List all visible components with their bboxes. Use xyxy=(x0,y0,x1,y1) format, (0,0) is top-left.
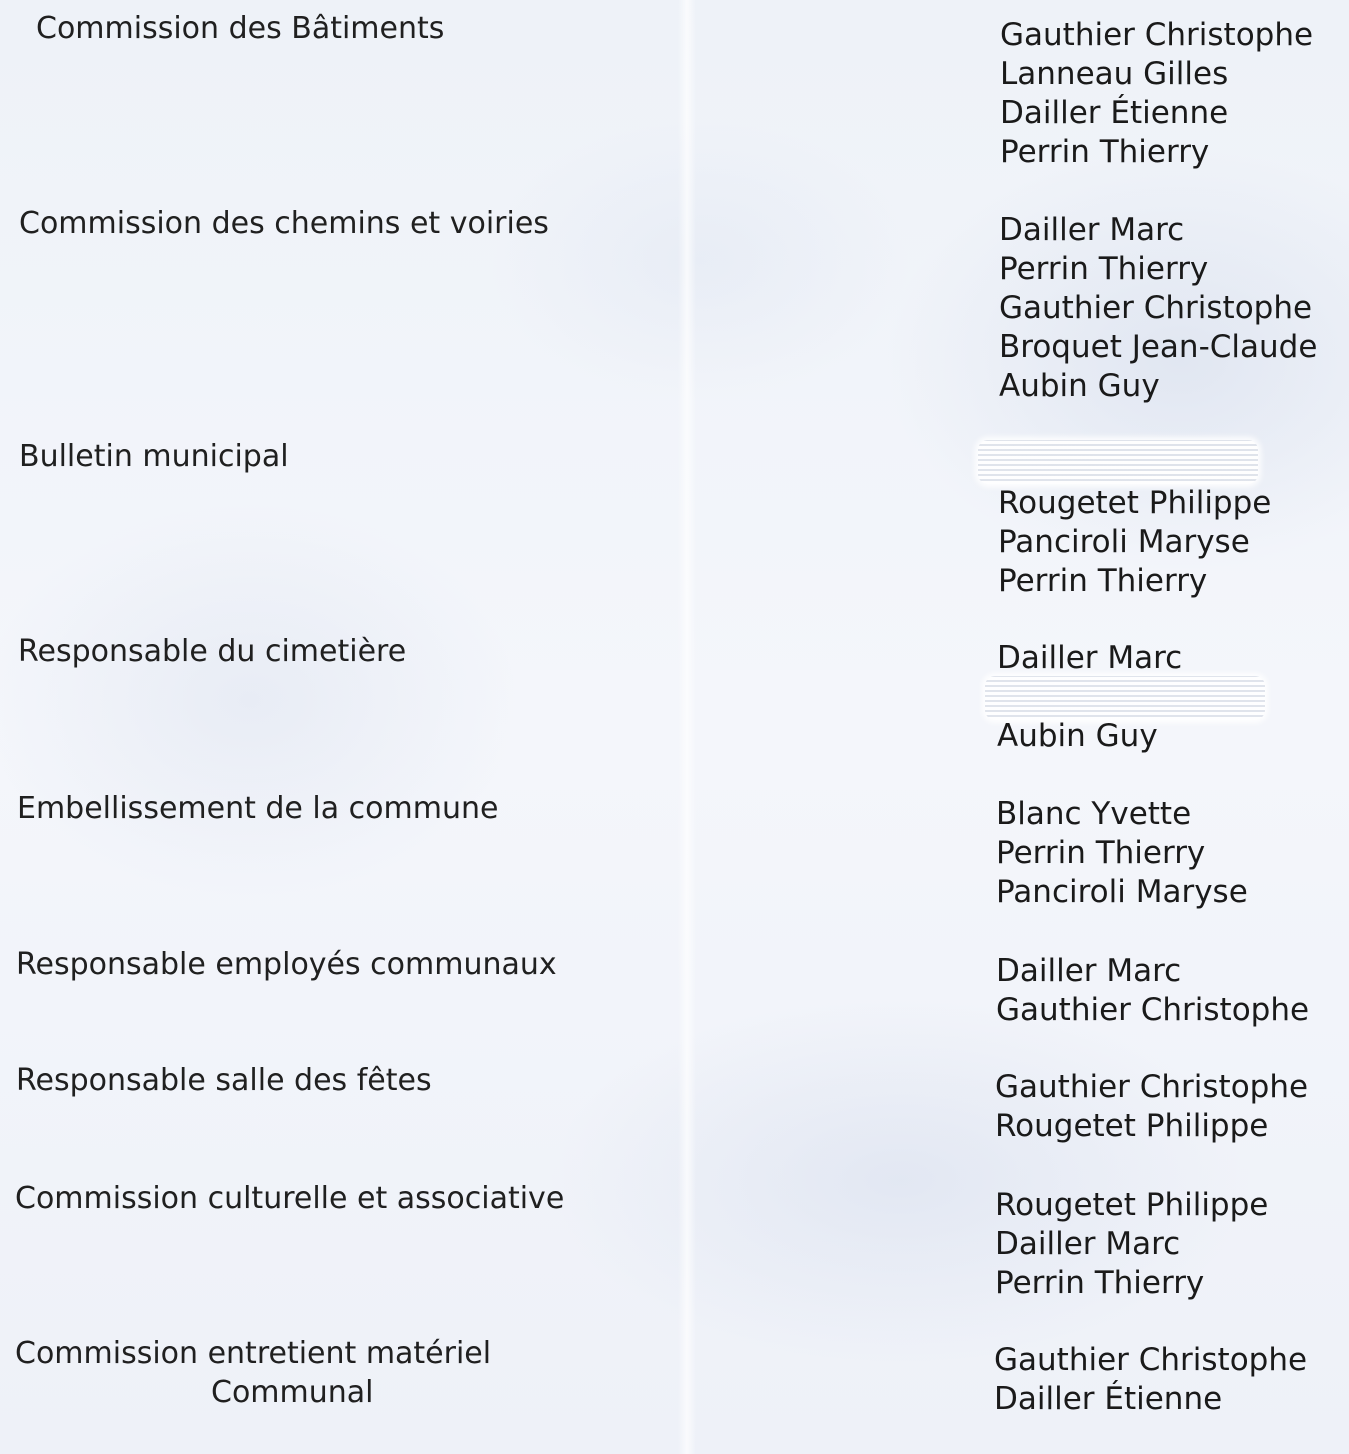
member-name: Gauthier Christophe xyxy=(995,1069,1309,1105)
member-name: Dailler Marc xyxy=(995,1226,1181,1262)
member-name: Panciroli Maryse xyxy=(996,874,1248,910)
page-fold xyxy=(678,0,696,1454)
member-name: Aubin Guy xyxy=(999,368,1160,404)
committee-members xyxy=(996,952,1309,1030)
member-name: Dailler Marc xyxy=(999,212,1185,248)
committee-members xyxy=(994,1341,1307,1419)
member-name: Dailler Marc xyxy=(997,640,1183,676)
member-name: Gauthier Christophe xyxy=(1000,17,1314,53)
member-name: Panciroli Maryse xyxy=(998,524,1250,560)
member-name: Rougetet Philippe xyxy=(998,485,1272,521)
committee-members xyxy=(1000,16,1313,172)
committee-members xyxy=(996,795,1248,912)
member-name: Dailler Marc xyxy=(996,953,1182,989)
committee-title-line2: Communal xyxy=(211,1375,374,1410)
member-name: Gauthier Christophe xyxy=(994,1342,1308,1378)
committee-members xyxy=(997,639,1182,678)
member-name: Blanc Yvette xyxy=(996,796,1192,832)
committee-title: Commission entretient matériel xyxy=(15,1336,492,1371)
member-name: Gauthier Christophe xyxy=(999,290,1313,326)
redaction-mark xyxy=(985,676,1265,720)
member-name: Perrin Thierry xyxy=(995,1265,1205,1301)
member-name: Perrin Thierry xyxy=(998,563,1208,599)
committee-members xyxy=(995,1068,1308,1146)
committee-members xyxy=(999,211,1317,406)
member-name: Broquet Jean-Claude xyxy=(999,329,1318,365)
member-name: Rougetet Philippe xyxy=(995,1187,1269,1223)
committee-members xyxy=(997,717,1158,756)
committee-title: Embellissement de la commune xyxy=(17,791,499,826)
committee-title: Commission culturelle et associative xyxy=(15,1181,565,1216)
committee-title: Responsable salle des fêtes xyxy=(16,1063,432,1098)
member-name: Dailler Étienne xyxy=(1000,95,1229,131)
committee-title: Commission des chemins et voiries xyxy=(19,206,549,241)
member-name: Aubin Guy xyxy=(997,718,1158,754)
member-name: Lanneau Gilles xyxy=(1000,56,1229,92)
member-name: Perrin Thierry xyxy=(996,835,1206,871)
member-name: Perrin Thierry xyxy=(1000,134,1210,170)
member-name: Gauthier Christophe xyxy=(996,992,1310,1028)
member-name: Rougetet Philippe xyxy=(995,1108,1269,1144)
member-name: Perrin Thierry xyxy=(999,251,1209,287)
committee-title: Commission des Bâtiments xyxy=(36,11,445,46)
committee-title: Bulletin municipal xyxy=(19,439,289,474)
member-name: Dailler Étienne xyxy=(994,1381,1223,1417)
committee-title: Responsable du cimetière xyxy=(18,634,407,669)
redaction-mark xyxy=(978,440,1258,484)
committee-members xyxy=(998,484,1271,601)
committee-title: Responsable employés communaux xyxy=(16,947,557,982)
committee-members xyxy=(995,1186,1268,1303)
